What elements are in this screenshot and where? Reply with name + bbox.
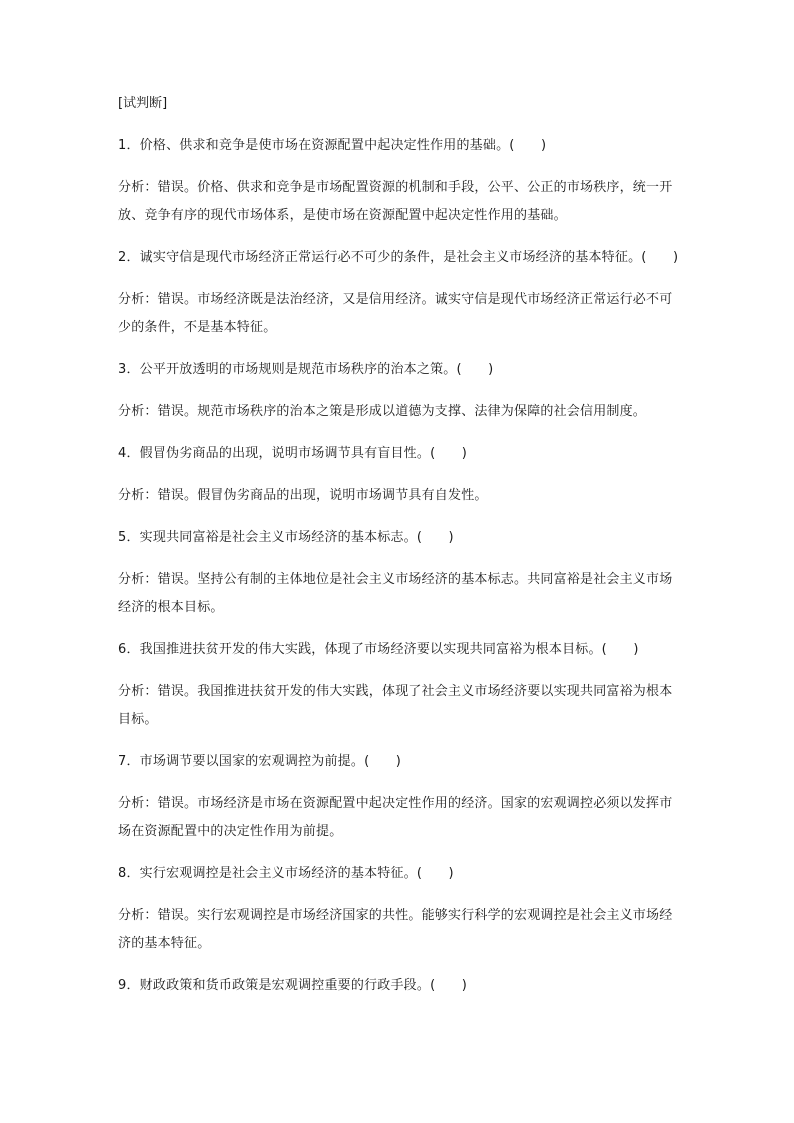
analysis-2: 分析：错误。市场经济既是法治经济，又是信用经济。诚实守信是现代市场经济正常运行必不可少的条件，不是基本特征。 [118,292,673,335]
question-2: 2．诚实守信是现代市场经济正常运行必不可少的条件，是社会主义市场经济的基本特征。( ) [118,250,679,265]
analysis-8: 分析：错误。实行宏观调控是市场经济国家的共性。能够实行科学的宏观调控是社会主义市场经济的基本特征。 [118,908,673,951]
question-8: 8．实行宏观调控是社会主义市场经济的基本特征。( ) [118,866,454,881]
analysis-3: 分析：错误。规范市场秩序的治本之策是形成以道德为支撑、法律为保障的社会信用制度。 [118,404,647,419]
question-9: 9．财政政策和货币政策是宏观调控重要的行政手段。( ) [118,978,468,993]
question-7: 7．市场调节要以国家的宏观调控为前提。( ) [118,754,402,769]
section-heading: [试判断] [118,96,168,111]
question-4: 4．假冒伪劣商品的出现，说明市场调节具有盲目性。( ) [118,446,468,461]
document-page [118,92,680,1014]
question-5: 5．实现共同富裕是社会主义市场经济的基本标志。( ) [118,530,454,545]
analysis-5: 分析：错误。坚持公有制的主体地位是社会主义市场经济的基本标志。共同富裕是社会主义市场经济的根本目标。 [118,572,673,615]
question-1: 1．价格、供求和竞争是使市场在资源配置中起决定性作用的基础。( ) [118,138,547,153]
analysis-4: 分析：错误。假冒伪劣商品的出现，说明市场调节具有自发性。 [118,488,488,503]
analysis-1: 分析：错误。价格、供求和竞争是市场配置资源的机制和手段，公平、公正的市场秩序，统一开放、竞争有序的现代市场体系，是使市场在资源配置中起决定性作用的基础。 [118,180,673,223]
question-6: 6．我国推进扶贫开发的伟大实践，体现了市场经济要以实现共同富裕为根本目标。( ) [118,642,639,657]
question-3: 3．公平开放透明的市场规则是规范市场秩序的治本之策。( ) [118,362,494,377]
analysis-7: 分析：错误。市场经济是市场在资源配置中起决定性作用的经济。国家的宏观调控必须以发挥市场在资源配置中的决定性作用为前提。 [118,796,673,839]
analysis-6: 分析：错误。我国推进扶贫开发的伟大实践，体现了社会主义市场经济要以实现共同富裕为根本目标。 [118,684,673,727]
